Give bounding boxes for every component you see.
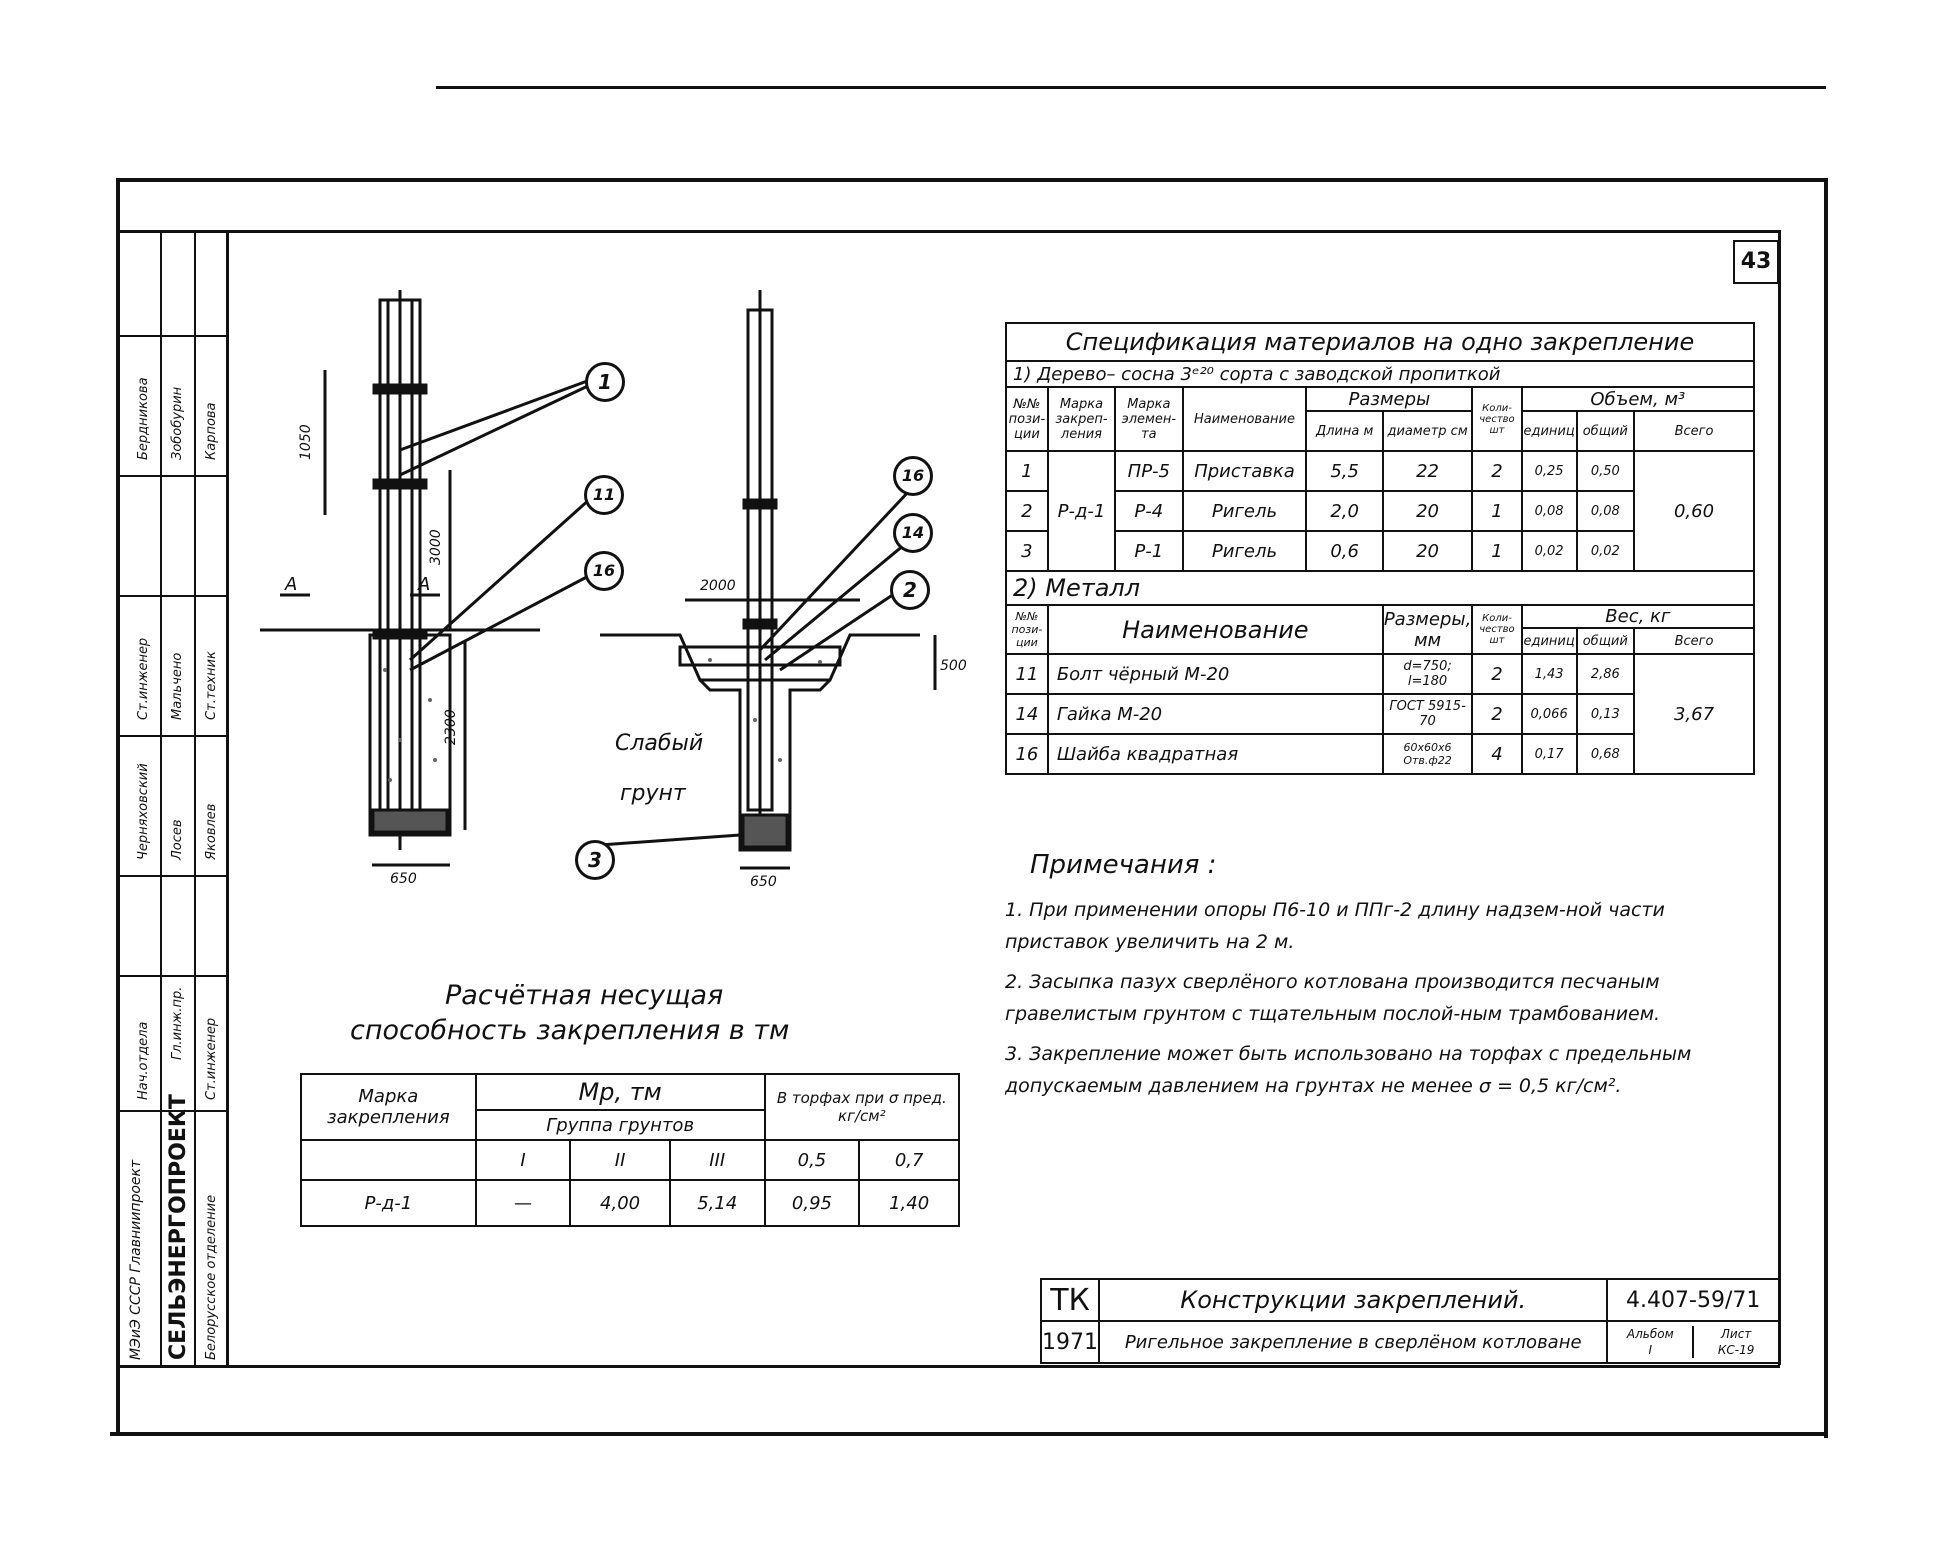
inner-right (1778, 230, 1781, 1365)
h-qty: Коли-чество шт (1472, 387, 1521, 451)
stamp-row5 (120, 875, 226, 877)
tb-sheet: КС-19 (1717, 1343, 1755, 1357)
cell: 2 (1472, 654, 1521, 694)
stamp-role-3: Ст.инженер (204, 1017, 219, 1100)
callout-16-right: 16 (893, 456, 933, 496)
h-name: Наименование (1183, 387, 1307, 451)
mh-pos: №№ пози-ции (1006, 605, 1048, 654)
dim-650-left: 650 (390, 871, 417, 887)
cell: 0,02 (1522, 531, 1577, 571)
cap-h-mark: Марка закрепления (301, 1074, 476, 1140)
cell: 1 (1472, 491, 1521, 531)
cell: Шайба квадратная (1048, 734, 1383, 774)
frame-bottom (110, 1432, 1828, 1436)
stamp-name-5: Бердникова (136, 377, 151, 460)
tb-subtitle: Ригельное закрепление в сверлёном котловане (1099, 1321, 1607, 1363)
tb-name: Конструкции закреплений. (1099, 1279, 1607, 1321)
cell: 20 (1383, 531, 1472, 571)
cell: Гайка М-20 (1048, 694, 1383, 734)
stamp-role-2: Гл.инж.пр. (170, 986, 185, 1060)
cell: 5,5 (1306, 451, 1382, 491)
callout-14: 14 (893, 513, 933, 553)
stamp-role-5: Ст.техник (204, 651, 219, 720)
note-2: 2. Засыпка пазух сверлёного котлована производится песчаным гравелистым грунтом с тщательным послой-ным трамбованием. (1005, 971, 1661, 1025)
dim-3000: 3000 (428, 529, 444, 565)
frame-top (118, 178, 1828, 182)
stamp-row1 (120, 335, 226, 337)
table-row (301, 1180, 959, 1226)
stamp-name-7: Карпова (204, 402, 219, 460)
sheet-number-box (1733, 240, 1779, 284)
h-mark: Марка закреп-ления (1048, 387, 1115, 451)
stamp-name-2: Лосев (170, 819, 185, 860)
stamp-divider (226, 230, 229, 1365)
cell: Болт чёрный М-20 (1048, 654, 1383, 694)
mh-sizes: Размеры, мм (1383, 605, 1472, 654)
cell: Ригель (1183, 531, 1307, 571)
stamp-department: Белорусское отделение (204, 1194, 219, 1360)
tb-album-label: Альбом (1626, 1327, 1674, 1341)
tb-album: I (1648, 1343, 1653, 1357)
cap-group-1: I (476, 1140, 571, 1180)
wood-all: 0,60 (1634, 451, 1754, 571)
inner-bottom (120, 1365, 1780, 1368)
notes-title: Примечания : (1030, 850, 1217, 880)
h-total: общий (1577, 411, 1634, 451)
cap-h-peat: В торфах при σ пред. кг/см² (765, 1074, 959, 1140)
stamp-col2 (194, 230, 196, 1365)
h-volume: Объем, м³ (1522, 387, 1754, 411)
title-block (1040, 1278, 1780, 1364)
h-elem: Марка элемен-та (1115, 387, 1182, 451)
cell: 1,43 (1522, 654, 1577, 694)
mh-name: Наименование (1048, 605, 1383, 654)
tb-code: ТК (1041, 1279, 1099, 1321)
section-mark-right: А (418, 574, 431, 595)
wood-mark: Р-д-1 (1048, 451, 1115, 571)
mh-total: общий (1577, 628, 1634, 654)
callout-3: 3 (575, 840, 615, 880)
callout-1: 1 (585, 362, 625, 402)
stamp-name-4: Мальчено (170, 652, 185, 720)
notes (1005, 850, 1705, 1102)
cell: 3 (1006, 531, 1048, 571)
sheet-number: 43 (1740, 249, 1772, 274)
dim-2300: 2300 (443, 709, 459, 745)
cell: 2 (1472, 451, 1521, 491)
cell: ПР-5 (1115, 451, 1182, 491)
cell: 22 (1383, 451, 1472, 491)
top-rule (436, 86, 1826, 89)
dim-2000: 2000 (700, 578, 736, 594)
cell: 0,02 (1577, 531, 1634, 571)
tb-doc: 4.407-59/71 (1607, 1279, 1779, 1321)
capacity-title-1: Расчётная несущая (445, 980, 724, 1011)
mh-qty: Коли-чество шт (1472, 605, 1521, 654)
note-1: 1. При применении опоры П6-10 и ППг-2 длину надзем-ной части приставок увеличить на 2 м. (1005, 899, 1665, 953)
cell: 20 (1383, 491, 1472, 531)
cell: 5,14 (670, 1180, 765, 1226)
cell: 4 (1472, 734, 1521, 774)
left-pit (370, 635, 450, 835)
cell: 2 (1006, 491, 1048, 531)
capacity-title-2: способность закрепления в тм (350, 1015, 790, 1046)
soil-label-2: грунт (620, 781, 686, 806)
cell: 2,0 (1306, 491, 1382, 531)
inner-top (120, 230, 1780, 233)
table-row (1006, 654, 1754, 694)
dim-650-right: 650 (750, 874, 777, 890)
cell: 0,066 (1522, 694, 1577, 734)
cell: 1,40 (859, 1180, 959, 1226)
cell: 0,13 (1577, 694, 1634, 734)
cell: 60х60х6 Отв.ф22 (1383, 734, 1472, 774)
capacity-table (300, 1073, 960, 1227)
stamp-row3 (120, 595, 226, 597)
callout-16-left: 16 (584, 551, 624, 591)
cell: 11 (1006, 654, 1048, 694)
cap-h-mp: Мр, тм (476, 1074, 765, 1110)
h-length: Длина м (1306, 411, 1382, 451)
h-diameter: диаметр см (1383, 411, 1472, 451)
cell: ГОСТ 5915-70 (1383, 694, 1472, 734)
table-row (1006, 451, 1754, 491)
stamp-name-3: Яковлев (204, 803, 219, 860)
cell: 0,08 (1577, 491, 1634, 531)
tb-year: 1971 (1041, 1321, 1099, 1363)
stamp-row4 (120, 735, 226, 737)
cell: 4,00 (570, 1180, 670, 1226)
cell: 0,68 (1577, 734, 1634, 774)
metal-all: 3,67 (1634, 654, 1754, 774)
spec-table (1005, 322, 1755, 775)
cell: 2 (1472, 694, 1521, 734)
cell: 1 (1006, 451, 1048, 491)
h-all: Всего (1634, 411, 1754, 451)
stamp-role-1: Нач.отдела (136, 1021, 151, 1100)
cell: Р-4 (1115, 491, 1182, 531)
frame-right (1824, 178, 1828, 1438)
spec-section-metal: 2) Металл (1006, 571, 1754, 605)
cell: Р-1 (1115, 531, 1182, 571)
cell: 1 (1472, 531, 1521, 571)
stamp-row6 (120, 975, 226, 977)
cell: 2,86 (1577, 654, 1634, 694)
mh-all: Всего (1634, 628, 1754, 654)
note-3: 3. Закрепление может быть использовано на торфах с предельным допускаемым давлением на грунтах не менее σ = 0,5 кг/см². (1005, 1043, 1692, 1097)
soil-label-1: Слабый (615, 731, 704, 756)
h-pos: №№ пози-ции (1006, 387, 1048, 451)
mh-weight: Вес, кг (1522, 605, 1754, 628)
callout-11: 11 (584, 475, 624, 515)
cap-group-2: II (570, 1140, 670, 1180)
stamp-col1 (160, 230, 162, 1365)
stamp-org: СЕЛЬЭНЕРГОПРОЕКТ (166, 1094, 191, 1360)
h-sizes: Размеры (1306, 387, 1472, 411)
cell: d=750; l=180 (1383, 654, 1472, 694)
spec-section-wood: 1) Дерево– сосна 3ᵉ²⁰ сорта с заводской пропиткой (1006, 361, 1754, 387)
stamp-row2 (120, 475, 226, 477)
cell: 14 (1006, 694, 1048, 734)
stamp-name-1: Черняховский (136, 763, 151, 860)
cell: 0,17 (1522, 734, 1577, 774)
mh-unit: единиц (1522, 628, 1577, 654)
stamp-ministry: МЭиЭ СССР Главниипроект (128, 1159, 144, 1360)
h-unit: единиц (1522, 411, 1577, 451)
dim-1050: 1050 (298, 424, 314, 460)
cell: 0,95 (765, 1180, 860, 1226)
spec-title: Спецификация материалов на одно закрепление (1006, 323, 1754, 361)
cell: 16 (1006, 734, 1048, 774)
cell: 0,25 (1522, 451, 1577, 491)
cell: Р-д-1 (301, 1180, 476, 1226)
stamp-role-4: Ст.инженер (136, 637, 151, 720)
cell: Приставка (1183, 451, 1307, 491)
cap-peat-1: 0,5 (765, 1140, 860, 1180)
section-mark-left: А (285, 574, 298, 595)
cell: Ригель (1183, 491, 1307, 531)
cap-h-group: Группа грунтов (476, 1110, 765, 1140)
cell: — (476, 1180, 571, 1226)
cell: 0,50 (1577, 451, 1634, 491)
callout-2: 2 (890, 570, 930, 610)
tb-sheet-label: Лист (1720, 1327, 1752, 1341)
stamp-name-6: Зобобурин (170, 386, 185, 460)
cap-peat-2: 0,7 (859, 1140, 959, 1180)
cell: 0,08 (1522, 491, 1577, 531)
frame-left (116, 178, 120, 1433)
cell: 0,6 (1306, 531, 1382, 571)
cap-group-3: III (670, 1140, 765, 1180)
dim-500: 500 (940, 658, 967, 674)
